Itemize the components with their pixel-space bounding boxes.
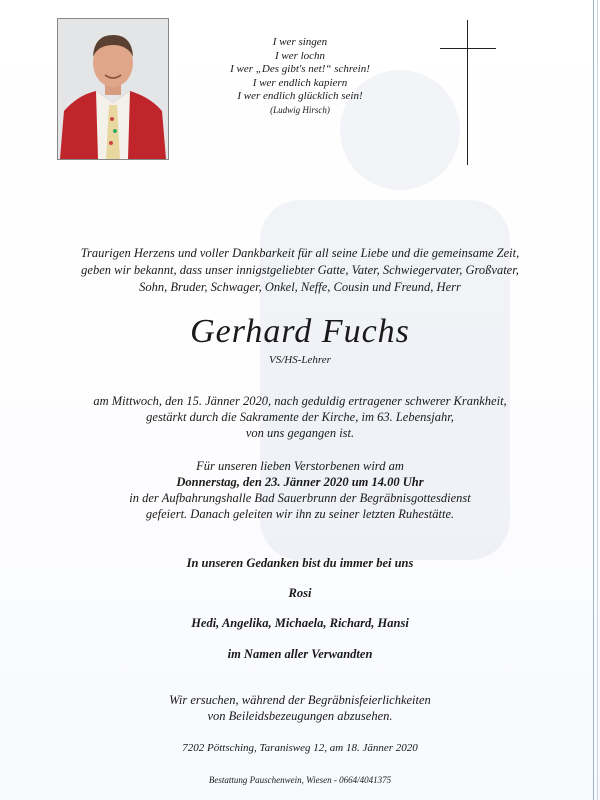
poem-line: I wer singen <box>272 36 328 48</box>
condolence-request <box>40 692 560 724</box>
death-line: am Mittwoch, den 15. Jänner 2020, nach geduldig ertragener schwerer Krankheit, <box>93 394 507 408</box>
page-border <box>593 0 594 800</box>
intro-text <box>40 245 560 296</box>
deceased-occupation: VS/HS-Lehrer <box>269 354 331 366</box>
request-line: von Beileidsbezeugungen abzusehen. <box>207 709 393 723</box>
poem-line: I wer endlich glücklich sein! <box>237 90 363 102</box>
deceased-name: Gerhard Fuchs <box>190 313 410 350</box>
mourner-relatives: im Namen aller Verwandten <box>227 647 373 661</box>
cross-icon <box>440 20 496 165</box>
poem-line: I wer lochn <box>274 49 326 62</box>
intro-line: geben wir bekannt, dass unser innigstgeliebter Gatte, Vater, Schwiegervater, Großvater, <box>81 263 519 277</box>
request-line: Wir ersuchen, während der Begräbnisfeierlichkeiten <box>169 693 431 707</box>
place-date: 7202 Pöttsching, Taranisweg 12, am 18. Jänner 2020 <box>182 742 418 754</box>
funeral-line: Für unseren lieben Verstorbenen wird am <box>196 459 404 473</box>
death-text <box>40 393 560 441</box>
memory-line: In unseren Gedanken bist du immer bei uns <box>186 556 414 570</box>
intro-line: Sohn, Bruder, Schwager, Onkel, Neffe, Cousin und Freund, Herr <box>139 280 461 294</box>
page-border-outer <box>597 0 598 800</box>
portrait-image <box>58 19 168 159</box>
poem-source: (Ludwig Hirsch) <box>270 104 330 115</box>
poem-line: I wer „Des gibt's net!“ schrein! <box>230 63 370 75</box>
mourner-wife: Rosi <box>288 586 312 600</box>
funeral-text <box>40 458 560 522</box>
portrait-photo <box>57 18 169 160</box>
poem <box>200 36 400 117</box>
mourner-children: Hedi, Angelika, Michaela, Richard, Hansi <box>191 616 409 630</box>
poem-line: I wer endlich kapiern <box>252 76 348 89</box>
death-line: gestärkt durch die Sakramente der Kirche, im 63. Lebensjahr, <box>146 410 454 424</box>
death-line: von uns gegangen ist. <box>245 426 355 440</box>
intro-line: Traurigen Herzens und voller Dankbarkeit für all seine Liebe und die gemeinsame Zeit, <box>80 246 520 260</box>
undertaker-info: Bestattung Pauschenwein, Wiesen - 0664/4041375 <box>208 775 392 785</box>
funeral-line: gefeiert. Danach geleiten wir ihn zu seiner letzten Ruhestätte. <box>145 507 455 521</box>
funeral-line: in der Aufbahrungshalle Bad Sauerbrunn der Begräbnisgottesdienst <box>129 491 471 505</box>
funeral-date: Donnerstag, den 23. Jänner 2020 um 14.00 Uhr <box>176 475 424 489</box>
